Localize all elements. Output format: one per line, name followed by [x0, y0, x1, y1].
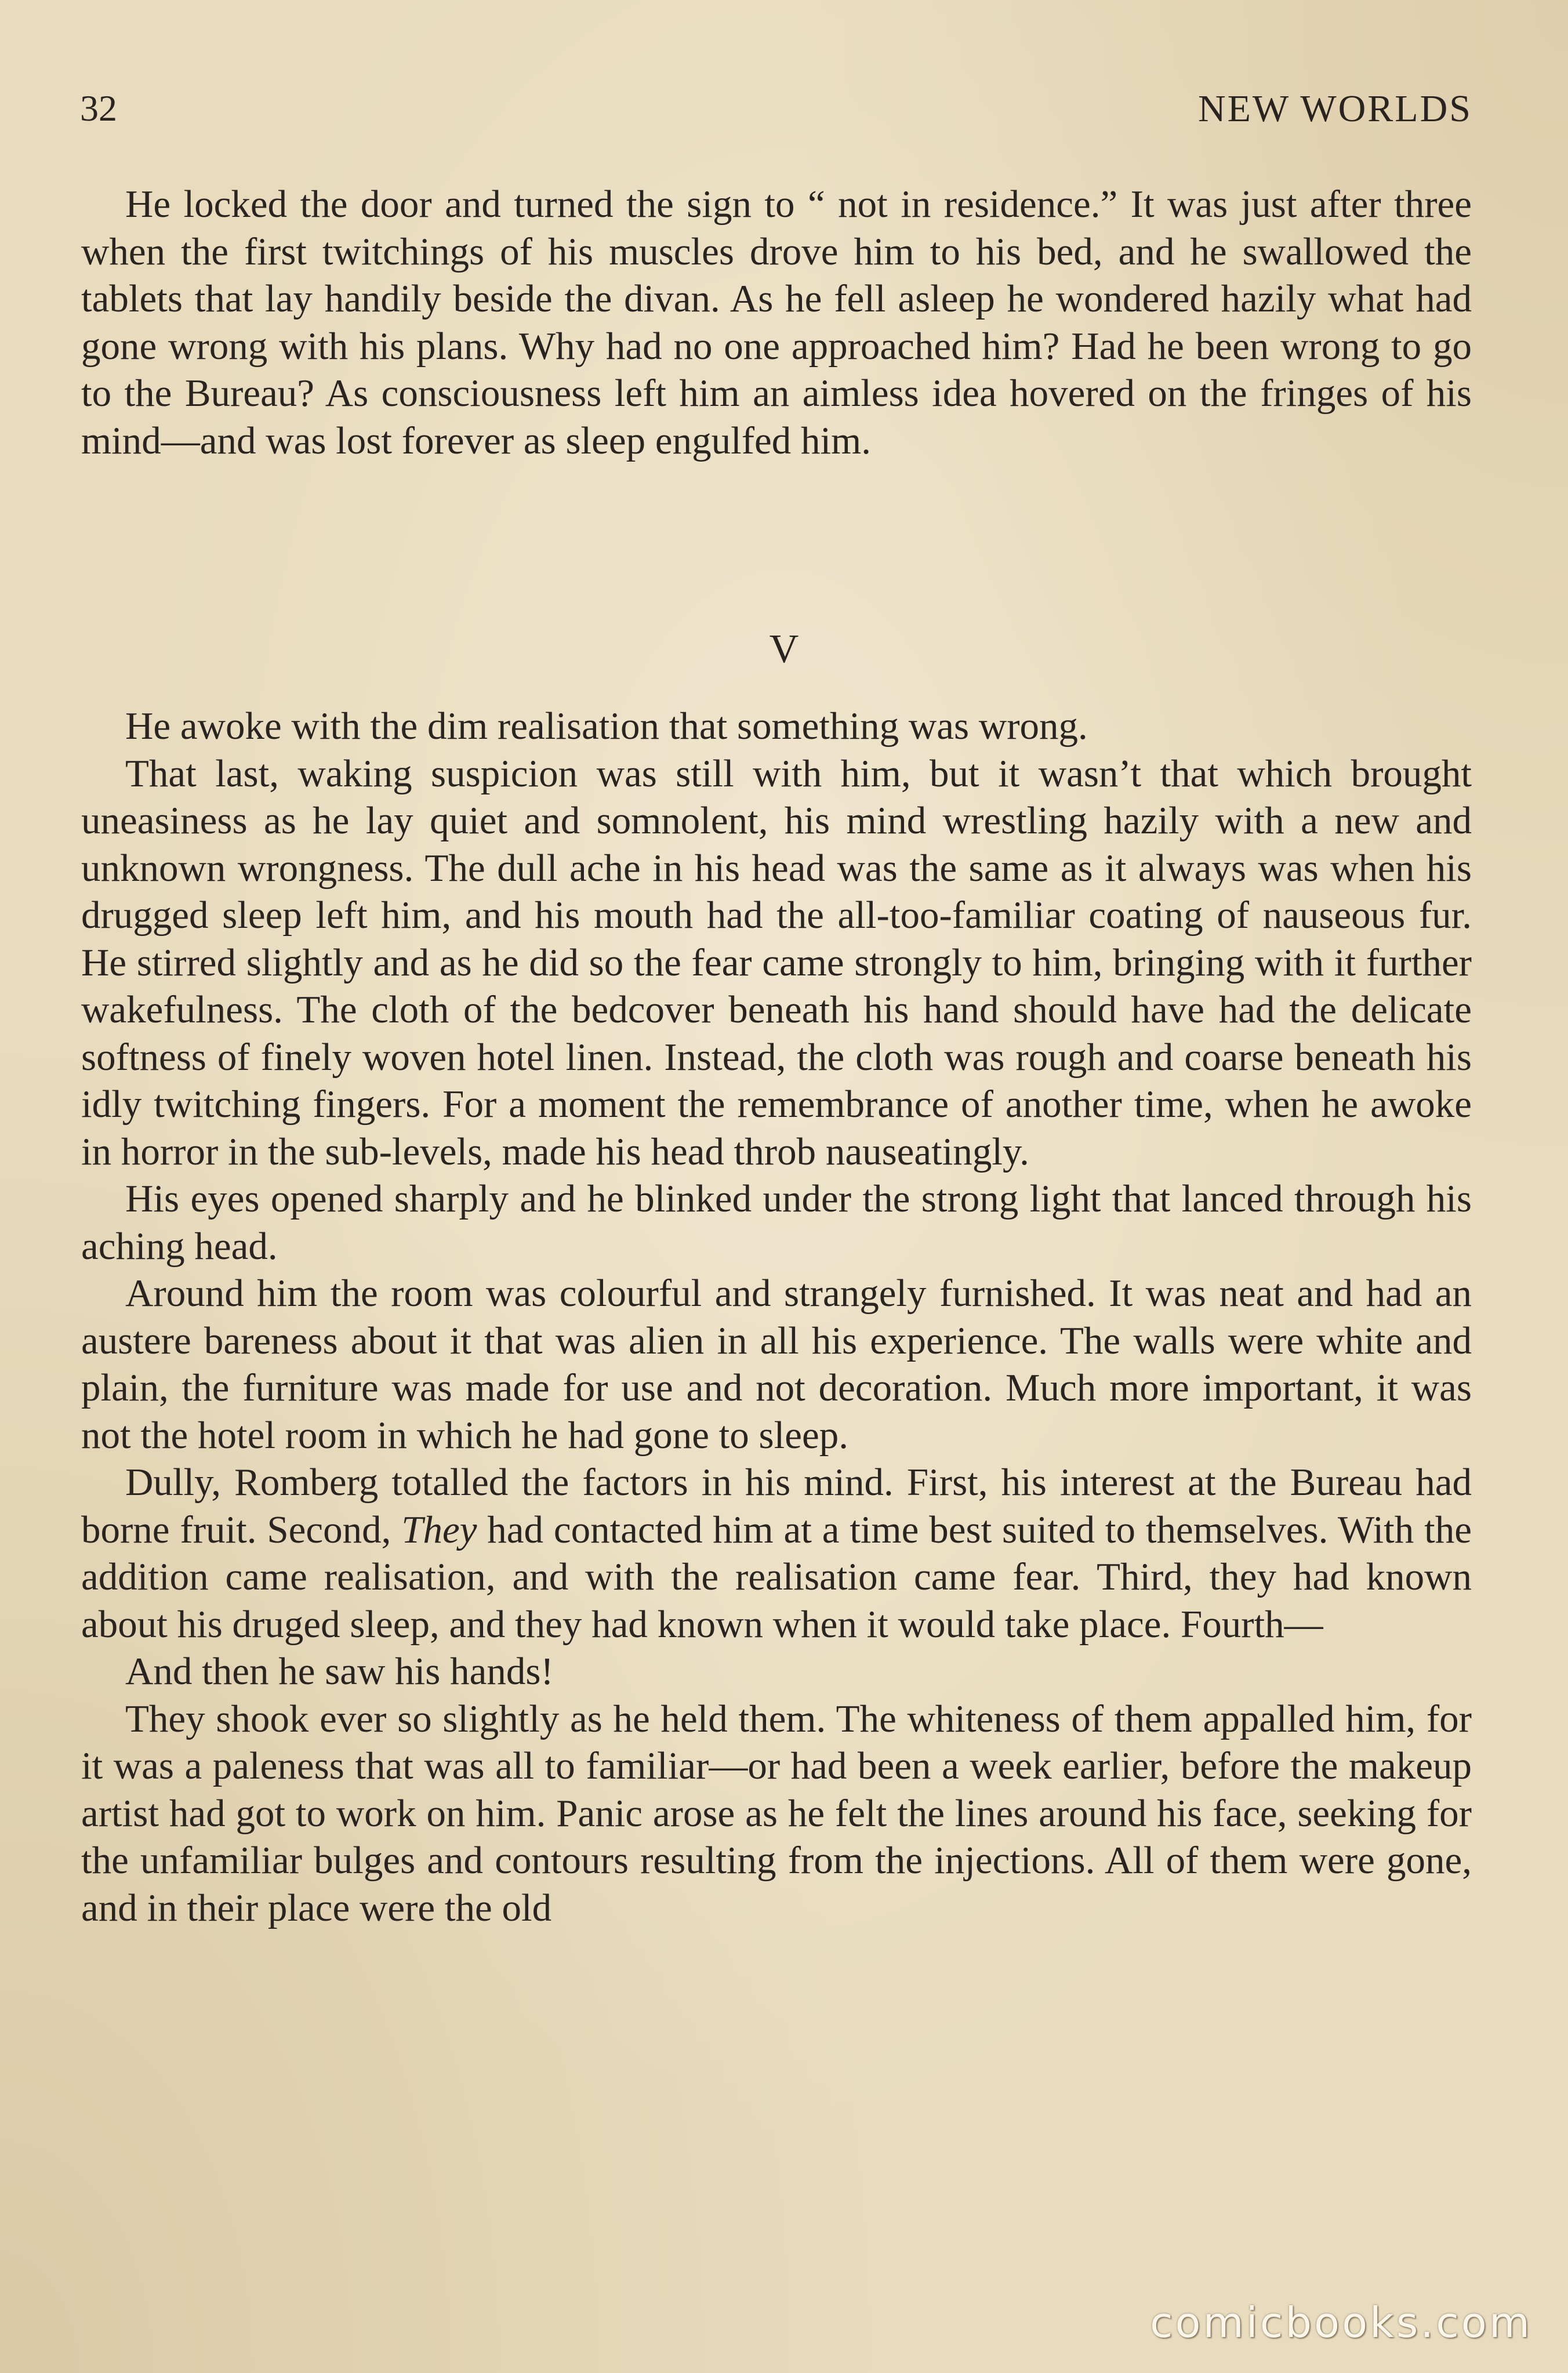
- paragraph: He locked the door and turned the sign to “ not in residence.” It was just after three when the first twitchings of his muscles drove him to his bed, and he swallowed the tablets that lay handily beside the divan. As he fell asleep he wondered hazily what had gone wrong with his plans. Why had no one approached him? Had he been wrong to go to the Bureau? As consciousness left him an aimless idea hovered on the fringes of his mind—and was lost forever as sleep engulfed him.: [81, 183, 1472, 462]
- paragraph: That last, waking suspicion was still with him, but it wasn’t that which brought uneasiness as he lay quiet and somnolent, his mind wrestling hazily with a new and unknown wrongness. The dull ache in his head was the same as it always was when his drugged sleep left him, and his mouth had the all-too-familiar coating of nauseous fur. He stirred slightly and as he did so the fear came strongly to him, bringing with it further wakefulness. The cloth of the bedcover beneath his hand should have had the delicate softness of finely woven hotel linen. Instead, the cloth was rough and coarse beneath his idly twitching fingers. For a moment the remembrance of another time, when he awoke in horror in the sub-levels, made his head throb nauseatingly.: [81, 752, 1472, 1173]
- paragraph: Around him the room was colourful and strangely furnished. It was neat and had an austere bareness about it that was alien in all his experience. The walls were white and plain, the furniture was made for use and not decoration. Much more important, it was not the hotel room in which he had gone to sleep.: [81, 1272, 1472, 1457]
- section-heading: V: [769, 627, 799, 672]
- page-number: 32: [80, 88, 117, 129]
- emphasis-they: They: [401, 1508, 477, 1551]
- paragraph-they-after: had contacted him at a time best suited to themselves. With the addition came realisation, and with the realisation came fear. Third, they had known about his druged sleep, and they had known when it would take place. Fourth—: [81, 1508, 1472, 1646]
- paragraph-they: [81, 1459, 1472, 1648]
- paragraph: His eyes opened sharply and he blinked under the strong light that lanced through his aching head.: [81, 1177, 1472, 1268]
- text-block-before: [81, 181, 1472, 465]
- text-block-after: [81, 703, 1472, 1932]
- paragraph-they-before: Dully, Romberg totalled the factors in his mind. First, his interest at the Bureau had borne fruit. Second,: [81, 1461, 1472, 1551]
- running-head: NEW WORLDS: [1197, 88, 1472, 130]
- paragraph: He awoke with the dim realisation that something was wrong.: [125, 705, 1088, 748]
- watermark: comicbooks.com: [1149, 2298, 1532, 2347]
- page-header: [80, 87, 1472, 139]
- paragraph: They shook ever so slightly as he held them. The whiteness of them appalled him, for it was a paleness that was all to familiar—or had been a week earlier, before the makeup artist had got to work on him. Panic arose as he felt the lines around his face, seeking for the unfamiliar bulges and contours resulting from the injections. All of them were gone, and in their place were the old: [81, 1697, 1472, 1929]
- paragraph: And then he saw his hands!: [125, 1650, 554, 1693]
